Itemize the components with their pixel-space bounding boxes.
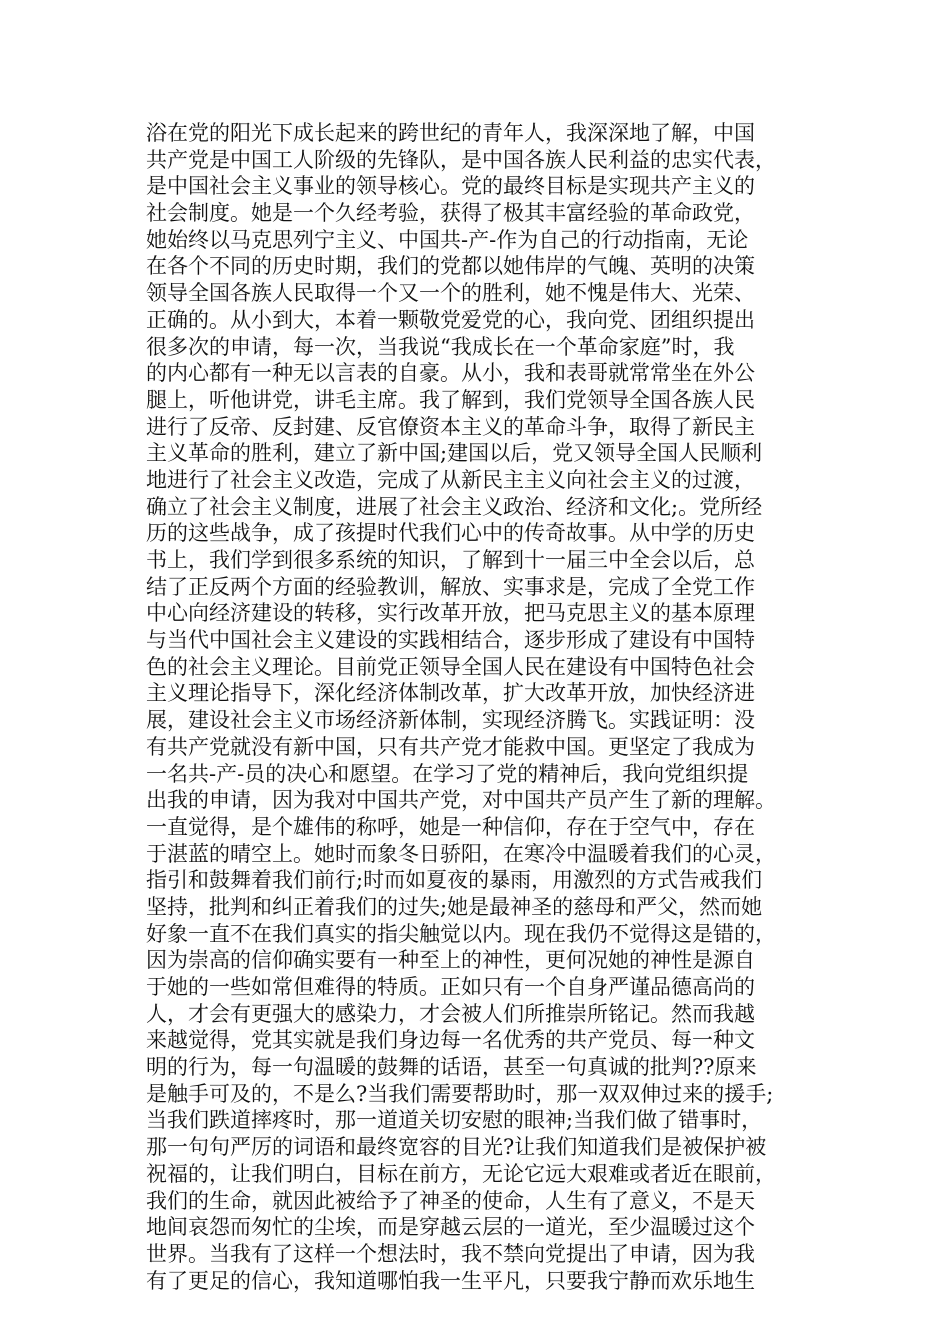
text-line: 好象一直不在我们真实的指尖触觉以内。现在我仍不觉得这是错的， — [146, 921, 776, 946]
text-line: 有了更足的信心，我知道哪怕我一生平凡，只要我宁静而欢乐地生 — [146, 1268, 755, 1293]
text-line: 地间哀怨而匆忙的尘埃，而是穿越云层的一道光，至少温暖过这个 — [146, 1215, 755, 1240]
text-line: 世界。当我有了这样一个想法时，我不禁向党提出了申请，因为我 — [146, 1241, 755, 1266]
text-line: 人，才会有更强大的感染力，才会被人们所推崇所铭记。然而我越 — [146, 1001, 755, 1026]
text-line: 来越觉得，党其实就是我们身边每一名优秀的共产党员、每一种文 — [146, 1028, 755, 1053]
text-line: 共产党是中国工人阶级的先锋队，是中国各族人民利益的忠实代表， — [146, 147, 776, 172]
text-line: 是中国社会主义事业的领导核心。党的最终目标是实现共产主义的 — [146, 174, 755, 199]
text-line: 祝福的，让我们明白，目标在前方，无论它远大艰难或者近在眼前， — [146, 1161, 776, 1186]
text-line: 于湛蓝的晴空上。她时而象冬日骄阳，在寒冷中温暖着我们的心灵， — [146, 841, 776, 866]
text-line: 她始终以马克思列宁主义、中国共-产-作为自己的行动指南，无论 — [146, 227, 749, 252]
text-line: 指引和鼓舞着我们前行;时而如夏夜的暴雨，用激烈的方式告戒我们 — [146, 868, 763, 893]
text-line: 明的行为，每一句温暖的鼓舞的话语，甚至一句真诚的批判??原来 — [146, 1055, 757, 1080]
text-line: 很多次的申请，每一次，当我说“我成长在一个革命家庭”时，我 — [146, 334, 735, 359]
text-line: 坚持，批判和纠正着我们的过失;她是最神圣的慈母和严父，然而她 — [146, 894, 763, 919]
text-line: 出我的申请，因为我对中国共产党，对中国共产员产生了新的理解。 — [146, 788, 776, 813]
text-line: 一名共-产-员的决心和愿望。在学习了党的精神后，我向党组织提 — [146, 761, 749, 786]
text-line: 我们的生命，就因此被给予了神圣的使命，人生有了意义，不是天 — [146, 1188, 755, 1213]
text-line: 主义革命的胜利，建立了新中国;建国以后，党又领导全国人民顺利 — [146, 441, 763, 466]
text-line: 确立了社会主义制度，进展了社会主义政治、经济和文化;。党所经 — [146, 494, 763, 519]
text-line: 正确的。从小到大，本着一颗敬党爱党的心，我向党、团组织提出 — [146, 307, 755, 332]
text-line: 当我们跌道摔疼时，那一道道关切安慰的眼神;当我们做了错事时， — [146, 1108, 763, 1133]
text-line: 地进行了社会主义改造，完成了从新民主主义向社会主义的过渡， — [146, 467, 755, 492]
text-line: 进行了反帝、反封建、反官僚资本主义的革命斗争，取得了新民主 — [146, 414, 755, 439]
text-line: 于她的一些如常但难得的特质。正如只有一个自身严谨品德高尚的 — [146, 975, 755, 999]
text-line: 社会制度。她是一个久经考验，获得了极其丰富经验的革命政党， — [146, 201, 755, 226]
text-line: 有共产党就没有新中国，只有共产党才能救中国。更坚定了我成为 — [146, 734, 755, 759]
text-line: 结了正反两个方面的经验教训，解放、实事求是，完成了全党工作 — [146, 574, 755, 599]
text-line: 因为崇高的信仰确实要有一种至上的神性，更何况她的神性是源自 — [146, 948, 755, 973]
text-line: 展，建设社会主义市场经济新体制，实现经济腾飞。实践证明：没 — [146, 708, 755, 733]
text-line: 中心向经济建设的转移，实行改革开放，把马克思主义的基本原理 — [146, 601, 755, 626]
text-line: 色的社会主义理论。目前党正领导全国人民在建设有中国特色社会 — [146, 654, 755, 679]
text-line: 是触手可及的，不是么?当我们需要帮助时，那一双双伸过来的援手; — [146, 1081, 774, 1106]
text-line: 那一句句严厉的词语和最终宽容的目光?让我们知道我们是被保护被 — [146, 1135, 767, 1160]
text-line: 在各个不同的历史时期，我们的党都以她伟岸的气魄、英明的决策 — [146, 254, 755, 279]
text-line: 历的这些战争，成了孩提时代我们心中的传奇故事。从中学的历史 — [146, 521, 755, 546]
text-line: 书上，我们学到很多系统的知识，了解到十一届三中全会以后，总 — [146, 548, 755, 572]
text-line: 浴在党的阳光下成长起来的跨世纪的青年人，我深深地了解，中国 — [146, 121, 755, 145]
body-text — [146, 120, 836, 1294]
text-line: 领导全国各族人民取得一个又一个的胜利，她不愧是伟大、光荣、 — [146, 281, 755, 306]
text-line: 与当代中国社会主义建设的实践相结合，逐步形成了建设有中国特 — [146, 628, 755, 653]
text-line: 的内心都有一种无以言表的自豪。从小，我和表哥就常常坐在外公 — [146, 361, 755, 386]
text-line: 一直觉得，是个雄伟的称呼，她是一种信仰，存在于空气中，存在 — [146, 814, 755, 839]
text-line: 腿上，听他讲党，讲毛主席。我了解到，我们党领导全国各族人民 — [146, 387, 755, 412]
text-line: 主义理论指导下，深化经济体制改革，扩大改革开放，加快经济进 — [146, 681, 755, 706]
